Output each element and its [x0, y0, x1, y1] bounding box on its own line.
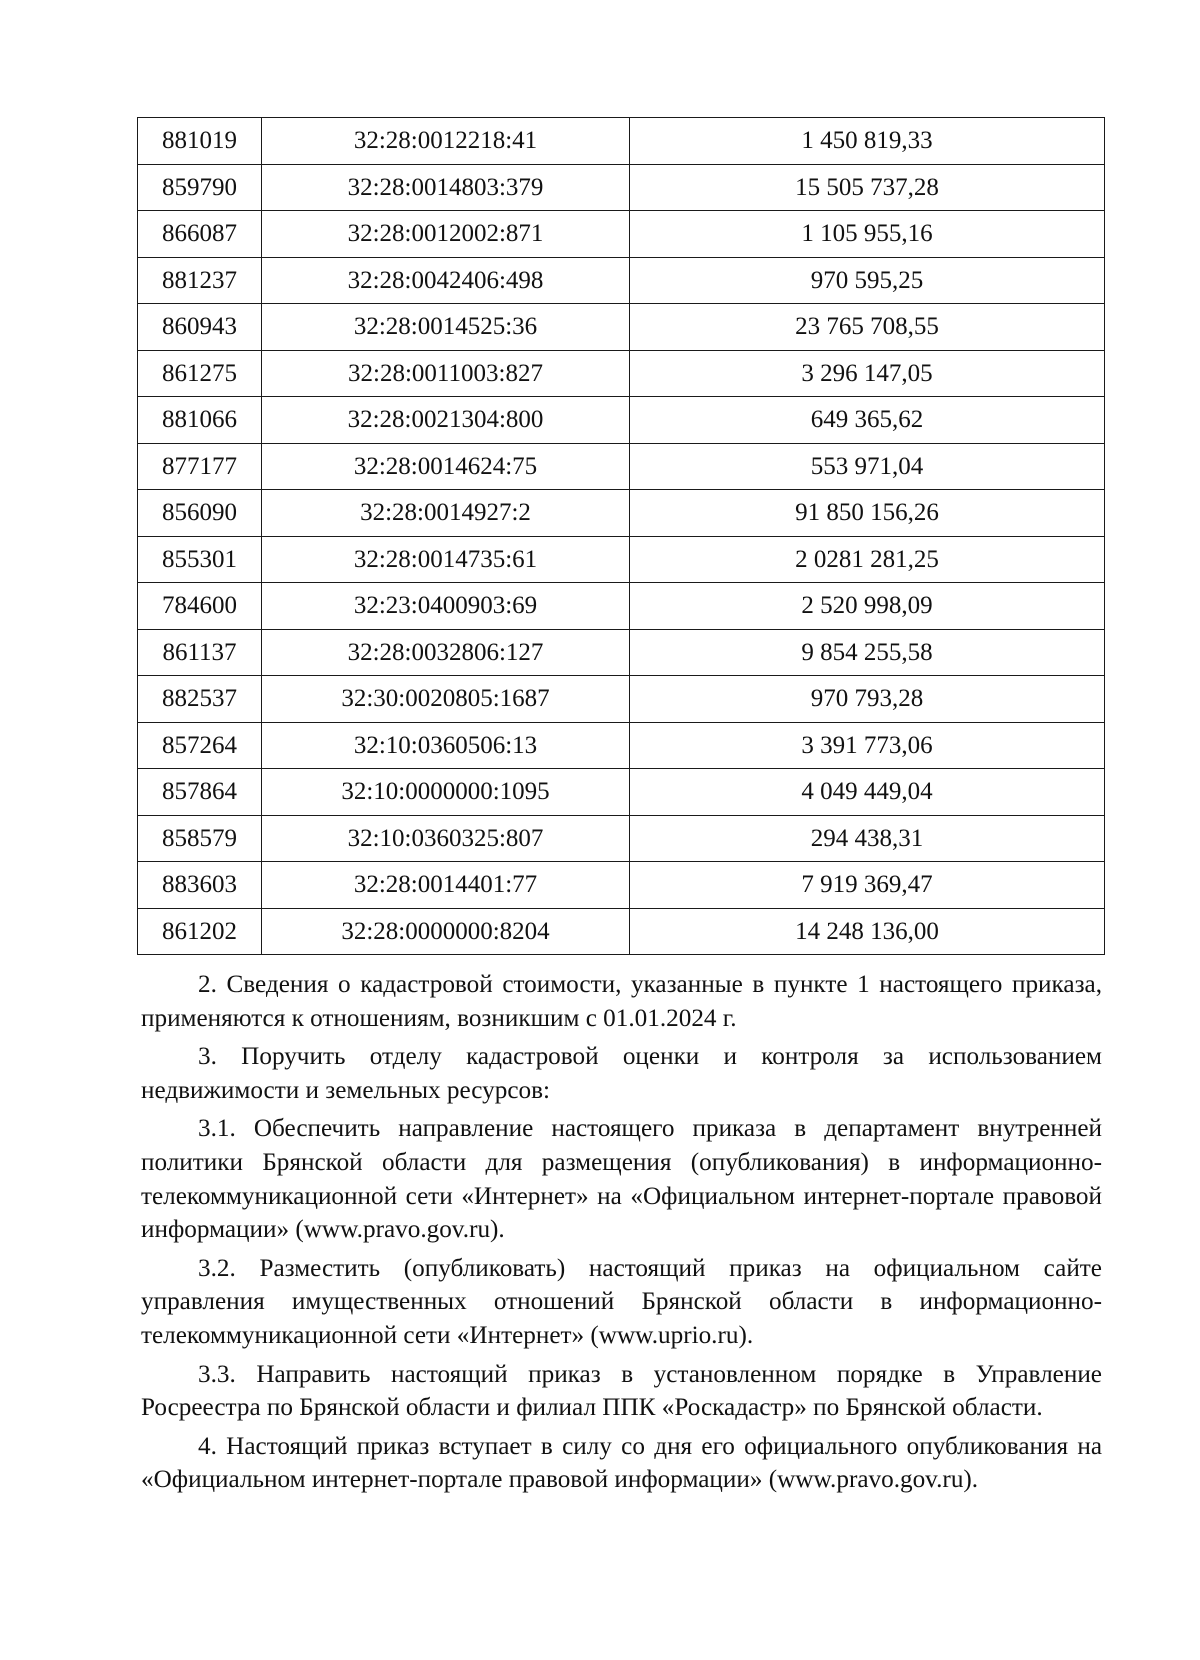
object-number-cell: 881019: [138, 118, 262, 165]
cadastral-value-cell: 2 0281 281,25: [630, 536, 1105, 583]
cadastral-value-cell: 3 391 773,06: [630, 722, 1105, 769]
object-number-cell: 784600: [138, 583, 262, 630]
object-number-cell: 881237: [138, 257, 262, 304]
table-row: [138, 583, 1105, 630]
cadastral-value-cell: 970 793,28: [630, 676, 1105, 723]
object-number-cell: 857264: [138, 722, 262, 769]
object-number-cell: 882537: [138, 676, 262, 723]
table-row: [138, 769, 1105, 816]
cadastral-number-cell: 32:28:0011003:827: [262, 350, 630, 397]
object-number-cell: 883603: [138, 862, 262, 909]
table-row: [138, 164, 1105, 211]
cadastral-number-cell: 32:28:0014735:61: [262, 536, 630, 583]
object-number-cell: 861275: [138, 350, 262, 397]
cadastral-value-cell: 294 438,31: [630, 815, 1105, 862]
cadastral-number-cell: 32:10:0360506:13: [262, 722, 630, 769]
table-row: [138, 862, 1105, 909]
table-row: [138, 676, 1105, 723]
object-number-cell: 861137: [138, 629, 262, 676]
table-row: [138, 350, 1105, 397]
object-number-cell: 857864: [138, 769, 262, 816]
table-row: [138, 304, 1105, 351]
cadastral-value-cell: 553 971,04: [630, 443, 1105, 490]
table-body: [138, 118, 1105, 955]
object-number-cell: 858579: [138, 815, 262, 862]
table-row: [138, 536, 1105, 583]
cadastral-number-cell: 32:28:0032806:127: [262, 629, 630, 676]
cadastral-number-cell: 32:28:0000000:8204: [262, 908, 630, 955]
table-row: [138, 815, 1105, 862]
object-number-cell: 860943: [138, 304, 262, 351]
cadastral-value-cell: 23 765 708,55: [630, 304, 1105, 351]
cadastral-number-cell: 32:28:0021304:800: [262, 397, 630, 444]
table-row: [138, 257, 1105, 304]
cadastral-number-cell: 32:30:0020805:1687: [262, 676, 630, 723]
cadastral-value-cell: 7 919 369,47: [630, 862, 1105, 909]
object-number-cell: 877177: [138, 443, 262, 490]
cadastral-number-cell: 32:28:0012002:871: [262, 211, 630, 258]
cadastral-number-cell: 32:28:0042406:498: [262, 257, 630, 304]
cadastral-number-cell: 32:23:0400903:69: [262, 583, 630, 630]
paragraph-3-assignment: 3. Поручить отделу кадастровой оценки и контроля за использованием недвижимости и земельных ресурсов:: [141, 1043, 1102, 1104]
cadastral-value-cell: 2 520 998,09: [630, 583, 1105, 630]
table-row: [138, 211, 1105, 258]
cadastral-number-cell: 32:10:0000000:1095: [262, 769, 630, 816]
paragraph-3-2-website: 3.2. Разместить (опубликовать) настоящий приказ на официальном сайте управления имущественных отношений Брянской области в информационно-телекоммуникационной сети «Интернет» (www.uprio.ru).: [141, 1254, 1102, 1349]
cadastral-value-cell: 649 365,62: [630, 397, 1105, 444]
cadastral-value-cell: 3 296 147,05: [630, 350, 1105, 397]
table-row: [138, 629, 1105, 676]
table-row: [138, 722, 1105, 769]
cadastral-number-cell: 32:28:0012218:41: [262, 118, 630, 165]
cadastral-value-cell: 9 854 255,58: [630, 629, 1105, 676]
object-number-cell: 859790: [138, 164, 262, 211]
cadastral-number-cell: 32:28:0014401:77: [262, 862, 630, 909]
cadastral-number-cell: 32:28:0014525:36: [262, 304, 630, 351]
object-number-cell: 866087: [138, 211, 262, 258]
object-number-cell: 881066: [138, 397, 262, 444]
cadastral-value-cell: 1 450 819,33: [630, 118, 1105, 165]
cadastral-value-cell: 14 248 136,00: [630, 908, 1105, 955]
table-row: [138, 118, 1105, 165]
table-row: [138, 490, 1105, 537]
cadastral-number-cell: 32:28:0014927:2: [262, 490, 630, 537]
object-number-cell: 856090: [138, 490, 262, 537]
order-text: [141, 968, 1102, 1502]
cadastral-number-cell: 32:28:0014624:75: [262, 443, 630, 490]
cadastral-number-cell: 32:10:0360325:807: [262, 815, 630, 862]
cadastral-value-cell: 15 505 737,28: [630, 164, 1105, 211]
paragraph-3-3-rosreestr: 3.3. Направить настоящий приказ в установленном порядке в Управление Росреестра по Брянской области и филиал ППК «Роскадастр» по Брянской области.: [141, 1360, 1102, 1422]
cadastral-value-cell: 1 105 955,16: [630, 211, 1105, 258]
cadastral-value-table: [137, 117, 1105, 955]
object-number-cell: 861202: [138, 908, 262, 955]
cadastral-value-cell: 91 850 156,26: [630, 490, 1105, 537]
paragraph-3-1-publication: 3.1. Обеспечить направление настоящего приказа в департамент внутренней политики Брянской области для размещения (опубликования) в информационно-телекоммуникационной сети «Интернет» на «Официальном интернет-портале правовой информации» (www.pravo.gov.ru).: [141, 1115, 1102, 1244]
paragraph-4-entry-into-force: 4. Настоящий приказ вступает в силу со дня его официального опубликования на «Официальном интернет-портале правовой информации» (www.pravo.gov.ru).: [141, 1432, 1102, 1494]
table-row: [138, 908, 1105, 955]
cadastral-value-cell: 4 049 449,04: [630, 769, 1105, 816]
object-number-cell: 855301: [138, 536, 262, 583]
cadastral-value-cell: 970 595,25: [630, 257, 1105, 304]
paragraph-2-effective-date: 2. Сведения о кадастровой стоимости, указанные в пункте 1 настоящего приказа, применяются к отношениям, возникшим с 01.01.2024 г.: [141, 971, 1102, 1032]
table-row: [138, 397, 1105, 444]
table-row: [138, 443, 1105, 490]
cadastral-number-cell: 32:28:0014803:379: [262, 164, 630, 211]
